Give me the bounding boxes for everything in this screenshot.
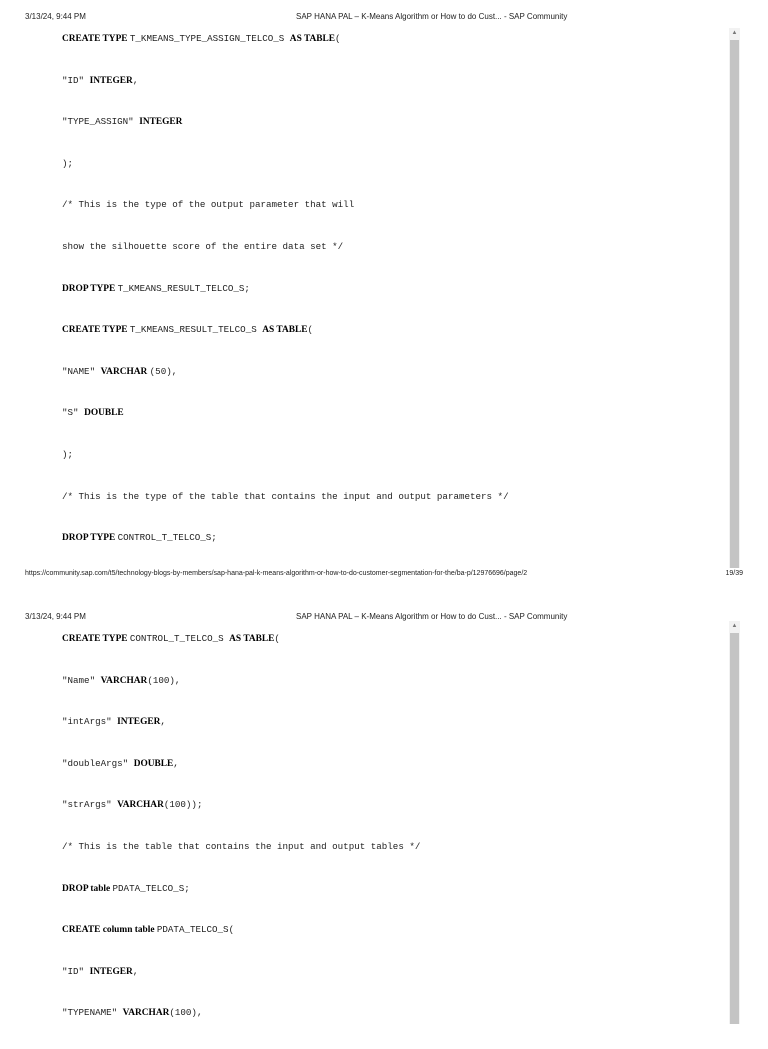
code-keyword: INTEGER [117, 717, 161, 728]
code-text: ); [62, 157, 74, 169]
print-title: SAP HANA PAL – K-Means Algorithm or How to do Cust... - SAP Community [296, 612, 568, 621]
page-number: 19/39 [725, 570, 743, 577]
code-text: /* This is the type of the table that contains the input and output parameters */ [62, 490, 509, 502]
code-text: ( [274, 633, 280, 644]
code-text: T_KMEANS_RESULT_TELCO_S [129, 324, 263, 336]
code-text: (50), [149, 365, 178, 377]
code-line [62, 241, 702, 283]
code-text: "NAME" [62, 365, 101, 377]
code-text: "strArgs" [62, 799, 118, 811]
code-text: CONTROL_T_TELCO_S [129, 633, 230, 644]
code-line [62, 924, 702, 966]
code-text: "ID" [62, 74, 90, 86]
code-line [62, 199, 702, 241]
code-text: "TYPENAME" [62, 1007, 123, 1019]
print-date: 3/13/24, 9:44 PM [25, 12, 86, 21]
code-text: , [173, 757, 179, 769]
scroll-up-arrow-icon[interactable]: ▲ [731, 30, 738, 36]
vertical-scrollbar[interactable] [729, 621, 740, 1024]
code-text: , [160, 716, 166, 728]
code-keyword: INTEGER [139, 117, 183, 128]
code-keyword: VARCHAR [122, 1008, 170, 1019]
scroll-up-arrow-icon[interactable]: ▲ [731, 623, 738, 629]
code-keyword: VARCHAR [100, 366, 150, 377]
code-keyword: AS TABLE [229, 634, 275, 644]
vertical-scrollbar[interactable] [729, 28, 740, 568]
page-url: https://community.sap.com/t5/technology-blogs-by-members/sap-hana-pal-k-means-algorithm-or-how-to-do-customer-segmentation-for-the/ba-p/12976696/page/2 [25, 570, 528, 577]
code-text: , [132, 74, 139, 86]
pdf-page-2 [0, 600, 768, 1024]
code-keyword: AS TABLE [289, 34, 336, 44]
code-text: , [132, 965, 139, 977]
code-text: "intArgs" [62, 716, 118, 728]
code-text: T_KMEANS_TYPE_ASSIGN_TELCO_S [129, 33, 290, 44]
code-keyword: CREATE TYPE [62, 634, 130, 644]
code-text: (100), [169, 1007, 203, 1019]
code-keyword: DOUBLE [133, 758, 174, 769]
code-line [62, 633, 702, 675]
code-text: /* This is the type of the output parameter that will [62, 199, 355, 211]
code-line [62, 966, 702, 1008]
code-keyword: AS TABLE [262, 325, 308, 336]
code-line [62, 324, 702, 366]
code-line [62, 158, 702, 200]
code-text: "doubleArgs" [62, 757, 134, 769]
code-line [62, 116, 702, 158]
code-line [62, 366, 702, 408]
code-text: "Name" [62, 674, 101, 686]
code-keyword: CREATE column table [62, 925, 157, 936]
code-block [62, 633, 702, 1049]
code-keyword: CREATE TYPE [62, 34, 130, 44]
code-line [62, 491, 702, 533]
code-keyword: VARCHAR [117, 800, 164, 811]
code-text: PDATA_TELCO_S( [156, 924, 235, 936]
code-text: "ID" [62, 965, 90, 977]
code-line [62, 758, 702, 800]
code-text: show the silhouette score of the entire data set */ [62, 240, 344, 252]
code-keyword: INTEGER [89, 75, 133, 86]
scrollbar-thumb[interactable] [730, 633, 739, 1024]
print-date: 3/13/24, 9:44 PM [25, 612, 86, 621]
code-keyword: DOUBLE [84, 408, 124, 419]
code-keyword: DROP TYPE [62, 533, 118, 544]
print-title: SAP HANA PAL – K-Means Algorithm or How to do Cust... - SAP Community [296, 12, 568, 21]
code-line [62, 33, 702, 75]
code-line [62, 532, 702, 574]
code-line [62, 841, 702, 883]
code-keyword: CREATE TYPE [62, 325, 130, 336]
code-text: T_KMEANS_RESULT_TELCO_S; [117, 282, 250, 294]
code-line [62, 407, 702, 449]
code-line [62, 75, 702, 117]
code-text: (100)); [163, 799, 203, 811]
code-keyword: DROP table [62, 883, 113, 894]
code-text: CONTROL_T_TELCO_S; [117, 532, 217, 544]
scrollbar-thumb[interactable] [730, 40, 739, 568]
code-keyword: DROP TYPE [62, 283, 118, 294]
code-block [62, 33, 702, 574]
code-line [62, 1007, 702, 1049]
code-text: (100), [147, 674, 181, 686]
code-text: "S" [62, 407, 85, 419]
code-line [62, 799, 702, 841]
code-text: /* This is the table that contains the input and output tables */ [62, 840, 421, 852]
code-line [62, 883, 702, 925]
code-line [62, 283, 702, 325]
code-keyword: VARCHAR [100, 675, 148, 686]
code-keyword: INTEGER [89, 966, 133, 977]
code-line [62, 449, 702, 491]
code-line [62, 675, 702, 717]
code-text: PDATA_TELCO_S; [112, 882, 190, 894]
code-line [62, 716, 702, 758]
code-text: "TYPE_ASSIGN" [62, 116, 140, 128]
code-text: ( [307, 324, 313, 336]
code-text: ( [335, 33, 341, 44]
code-text: ); [62, 448, 74, 460]
